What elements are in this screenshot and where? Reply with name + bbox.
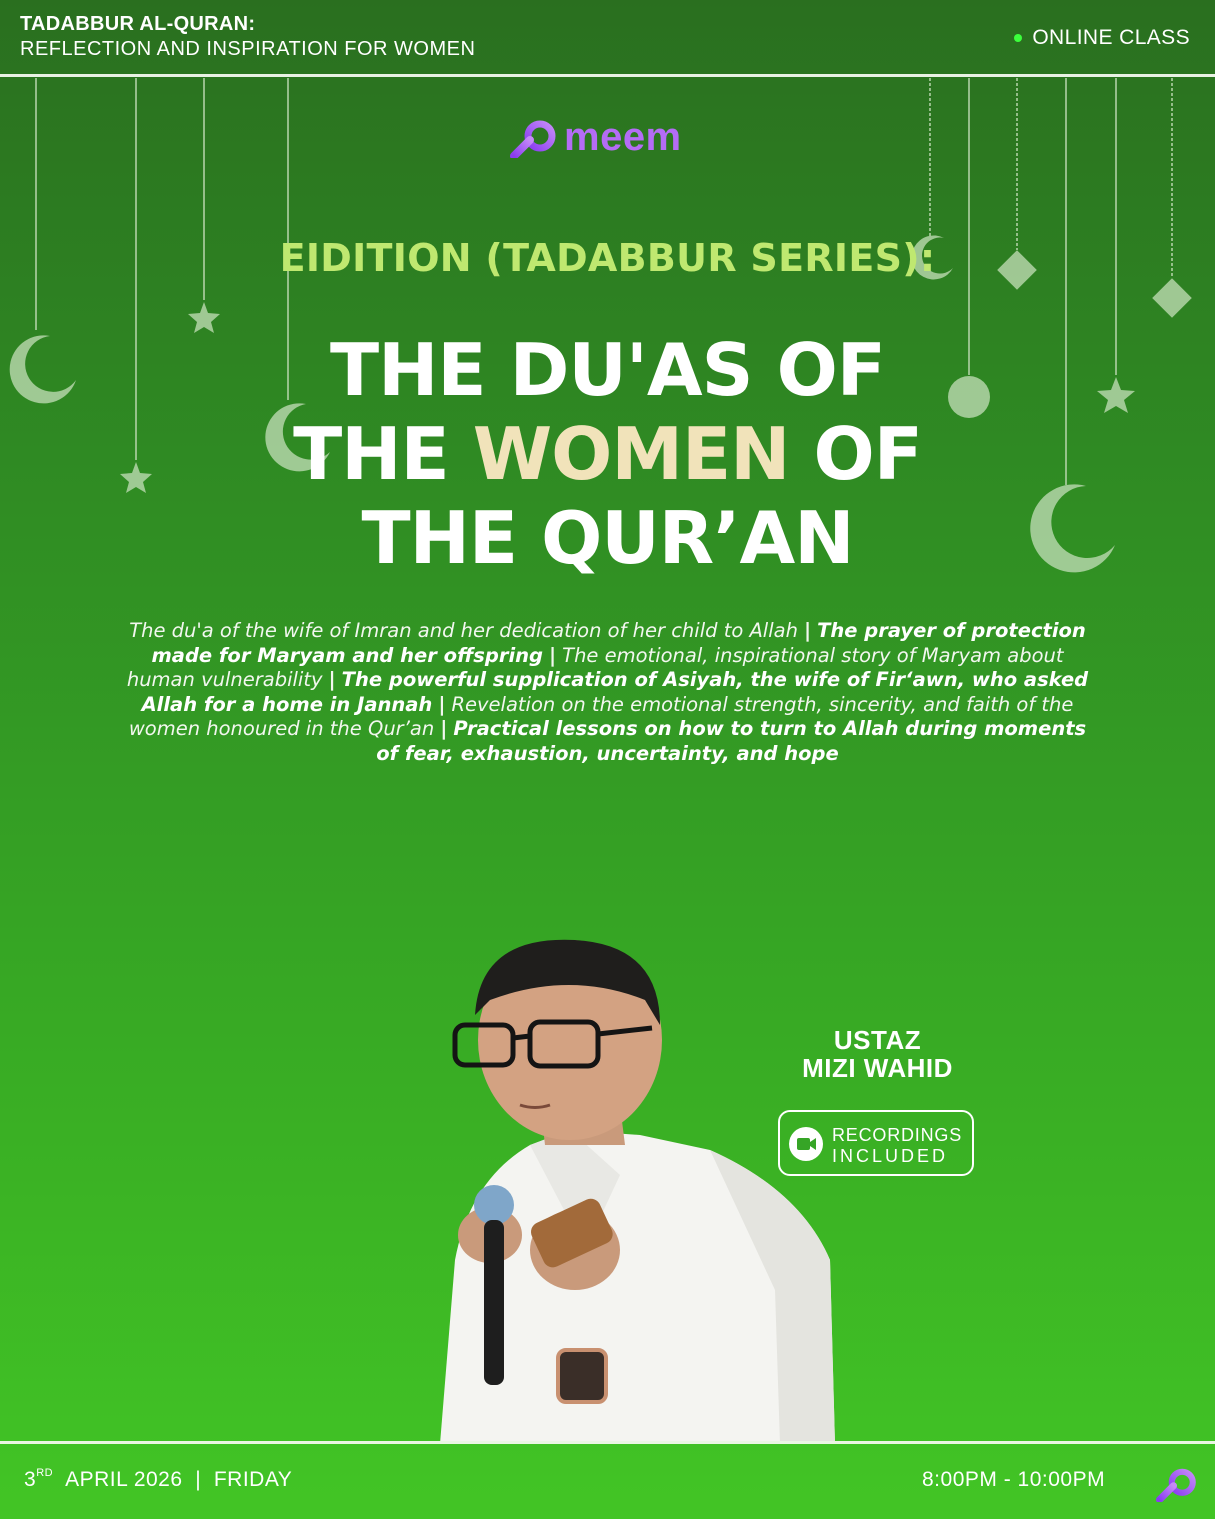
recordings-label-2: INCLUDED: [832, 1146, 949, 1166]
online-class-badge: [1014, 26, 1190, 50]
topic-item: Revelation on the emotional strength, sincerity, and faith of the women honoured in the Qur’an: [128, 692, 1074, 741]
speaker-name: [760, 1026, 995, 1082]
brand-name: meem: [564, 115, 682, 159]
date-day: 3: [24, 1468, 37, 1491]
diamond-icon: [1152, 278, 1192, 318]
online-class-label: ONLINE CLASS: [1032, 26, 1190, 49]
speaker-fullname: MIZI WAHID: [802, 1053, 953, 1083]
recordings-badge: [778, 1110, 974, 1176]
recordings-label: RECORDINGS: [832, 1125, 963, 1145]
headline-line-3: THE QUR’AN: [361, 496, 854, 580]
speaker-photo: [380, 930, 850, 1444]
headline: [0, 328, 1215, 580]
headline-line-2-suffix: OF: [789, 412, 922, 496]
edition-text: EIDITION (TADABBUR SERIES):: [279, 236, 936, 280]
video-camera-icon: [789, 1127, 823, 1161]
headline-line-2-prefix: THE: [293, 412, 473, 496]
edition-label: [0, 236, 1215, 280]
separator: |: [440, 717, 448, 741]
separator: |: [549, 643, 557, 667]
topic-item: The du'a of the wife of Imran and her dedication of her child to Allah: [129, 619, 798, 642]
topic-item: The emotional, inspirational story of Maryam about human vulnerability: [126, 643, 1064, 692]
meem-logo-icon: [1156, 1466, 1198, 1502]
footer-divider: [0, 1441, 1215, 1444]
series-title: TADABBUR AL-QURAN:: [20, 13, 256, 35]
series-subtitle: REFLECTION AND INSPIRATION FOR WOMEN: [20, 38, 476, 60]
separator: |: [328, 668, 336, 692]
headline-line-2: [0, 412, 1215, 496]
separator: |: [803, 619, 812, 642]
headline-highlight: WOMEN: [472, 412, 790, 496]
date-suffix: RD: [36, 1467, 54, 1479]
headline-line-1: THE DU'AS OF: [330, 328, 885, 412]
topic-item: The prayer of protection made for Maryam and her offspring: [151, 619, 1086, 667]
brand-logo: [510, 115, 682, 160]
topic-item: The powerful supplication of Asiyah, the wife of Fir‘awn, who asked Allah for a home in Jannah: [141, 668, 1089, 716]
topic-description: [115, 619, 1100, 767]
meem-logo-icon: [510, 118, 558, 158]
speaker-title: USTAZ: [833, 1025, 922, 1055]
live-dot-icon: [1014, 34, 1022, 42]
topic-item: Practical lessons on how to turn to Allah during moments of fear, exhaustion, uncertainty, and hope: [376, 717, 1087, 765]
event-time: 8:00PM - 10:00PM: [922, 1468, 1106, 1491]
date-text: APRIL 2026 | FRIDAY: [65, 1468, 293, 1491]
separator: |: [438, 692, 446, 716]
event-date: [24, 1468, 292, 1492]
